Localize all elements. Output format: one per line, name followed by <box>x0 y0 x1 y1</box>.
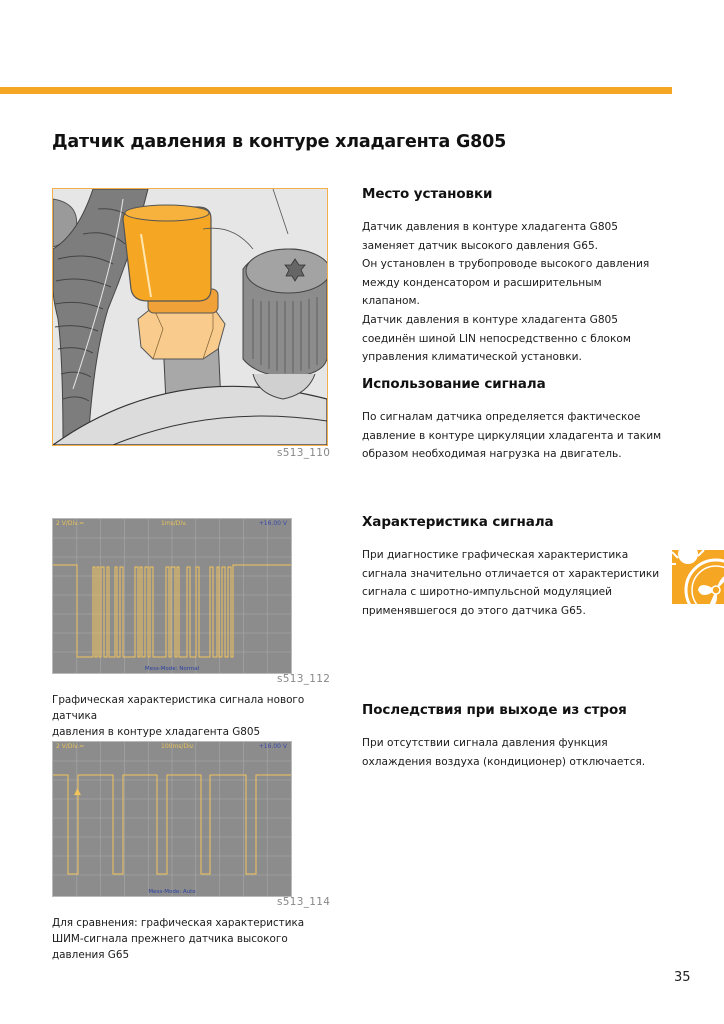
section-failure-consequences <box>362 702 662 771</box>
svg-text:▲: ▲ <box>74 787 81 797</box>
section-heading: Последствия при выходе из строя <box>362 702 627 718</box>
section-signal-characteristic <box>362 514 662 620</box>
sensor-illustration <box>52 188 328 446</box>
section-body: При отсутствии сигнала давления функция охлаждения воздуха (кондиционер) отключается. <box>362 737 646 768</box>
section-installation <box>362 186 662 367</box>
pwm-waveform-icon <box>53 742 291 896</box>
scope-time-per-div: 100ms/Div. <box>161 743 195 750</box>
scope-trigger-level: +16.00 V <box>258 520 287 527</box>
scope-trigger-level: +16.00 V <box>258 743 287 750</box>
section-heading: Место установки <box>362 186 493 202</box>
scope-time-per-div: 1ms/Div. <box>161 520 188 527</box>
section-body: При диагностике графическая характеристика сигнала значительно отличается от характеристики сигнала с широтно-импульсной модуляцией применявшегося до этого датчика G65. <box>362 549 660 617</box>
figure-caption: Графическая характеристика сигнала нового датчика давления в контуре хладагента G805 <box>52 694 305 738</box>
page-title: Датчик давления в контуре хладагента G805 <box>52 132 507 152</box>
scope-volts-per-div: 2 V/Div.= <box>56 520 85 527</box>
scope-volts-per-div: 2 V/Div.= <box>56 743 85 750</box>
chapter-tab <box>672 550 724 604</box>
scope-mode: Mess-Mode: Auto <box>148 889 196 895</box>
section-body: Датчик давления в контуре хладагента G805 заменяет датчик высокого давления G65. Он установлен в трубопроводе высокого давления между конденсатором и расширительным клапаном. Датчик давления в контуре хладагента G805 соединён шиной LIN непосредственно с блоком управления климатической установки. <box>362 221 650 364</box>
section-body: По сигналам датчика определяется фактическое давление в контуре циркуляции хладагента и таким образом необходимая нагрузка на двигатель. <box>362 411 662 461</box>
oscilloscope-pwm-signal <box>52 741 292 897</box>
figure-code: s513_114 <box>277 896 331 908</box>
header-accent-bar <box>0 87 672 94</box>
section-heading: Использование сигнала <box>362 376 546 392</box>
figure-code: s513_112 <box>277 673 331 685</box>
fan-icon <box>672 550 724 604</box>
figure-caption: Для сравнения: графическая характеристика ШИМ-сигнала прежнего датчика высокого давления G65 <box>52 917 305 961</box>
lin-waveform-icon <box>53 519 291 673</box>
page-number: 35 <box>674 970 691 985</box>
oscilloscope-lin-signal <box>52 518 292 674</box>
figure-code: s513_110 <box>277 447 331 459</box>
section-heading: Характеристика сигнала <box>362 514 554 530</box>
pressure-sensor-illustration-icon <box>53 189 327 445</box>
section-signal-usage <box>362 376 662 464</box>
scope-mode: Mess-Mode: Normal <box>144 666 200 672</box>
